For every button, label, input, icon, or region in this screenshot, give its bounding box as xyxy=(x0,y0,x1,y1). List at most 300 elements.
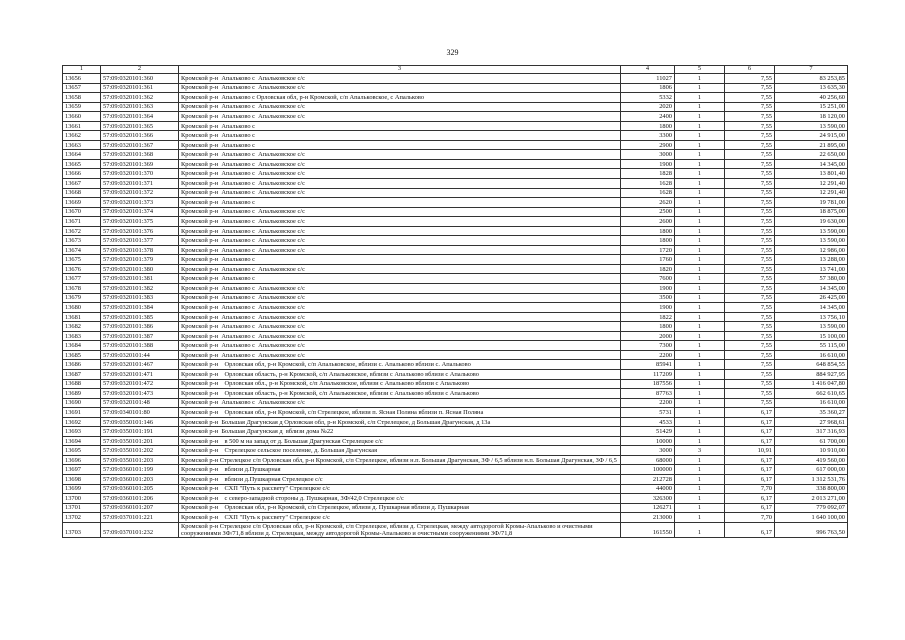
address-cell: Кромской р-н Большая Драгунская д вблизи дома №22 xyxy=(179,427,621,437)
column-header: 7 xyxy=(775,66,848,74)
area-cell: 100000 xyxy=(621,465,675,475)
value-cell: 57 380,00 xyxy=(775,274,848,284)
address-cell: Кромской р-н Апальково с Апальковское с/с xyxy=(179,74,621,84)
value-cell: 35 360,27 xyxy=(775,408,848,418)
cadastral-number-cell: 57:09:0320101:473 xyxy=(101,389,179,399)
table-row xyxy=(63,264,848,274)
code-cell: 1 xyxy=(675,303,725,313)
row-number-cell: 13687 xyxy=(63,369,101,379)
cadastral-number-cell: 57:09:0320101:373 xyxy=(101,198,179,208)
code-cell: 3 xyxy=(675,446,725,456)
cadastral-number-cell: 57:09:0320101:368 xyxy=(101,150,179,160)
address-cell: Кромской р-н Апальково с Апальковское с/с xyxy=(179,341,621,351)
rate-cell: 7,55 xyxy=(725,303,775,313)
row-number-cell: 13674 xyxy=(63,245,101,255)
rate-cell: 7,55 xyxy=(725,245,775,255)
address-cell: Кромской р-н Апальково с Апальковское с/с xyxy=(179,350,621,360)
rate-cell: 7,55 xyxy=(725,131,775,141)
rate-cell: 7,55 xyxy=(725,284,775,294)
rate-cell: 7,55 xyxy=(725,264,775,274)
row-number-cell: 13683 xyxy=(63,331,101,341)
address-cell: Кромской р-н Апальково с Апальковское с/с xyxy=(179,159,621,169)
area-cell: 1800 xyxy=(621,322,675,332)
rate-cell: 7,55 xyxy=(725,112,775,122)
table-row xyxy=(63,369,848,379)
value-cell: 10 910,00 xyxy=(775,446,848,456)
code-cell: 1 xyxy=(675,179,725,189)
code-cell: 1 xyxy=(675,74,725,84)
cadastral-number-cell: 57:09:0320101:363 xyxy=(101,102,179,112)
area-cell: 3000 xyxy=(621,446,675,456)
cadastral-number-cell: 57:09:0320101:367 xyxy=(101,140,179,150)
rate-cell: 6,17 xyxy=(725,522,775,537)
value-cell: 884 927,95 xyxy=(775,369,848,379)
address-cell: Кромской р-н Апальково с xyxy=(179,198,621,208)
address-cell: Кромской р-н в 500 м на запад от д. Большая Драгунская Стрелецкое с/с xyxy=(179,436,621,446)
code-cell: 1 xyxy=(675,455,725,465)
area-cell: 2400 xyxy=(621,112,675,122)
row-number-cell: 13660 xyxy=(63,112,101,122)
value-cell: 996 763,50 xyxy=(775,522,848,537)
value-cell: 617 000,00 xyxy=(775,465,848,475)
row-number-cell: 13692 xyxy=(63,417,101,427)
row-number-cell: 13658 xyxy=(63,93,101,103)
code-cell: 1 xyxy=(675,102,725,112)
table-row xyxy=(63,179,848,189)
table-row xyxy=(63,503,848,513)
value-cell: 55 115,00 xyxy=(775,341,848,351)
rate-cell: 7,55 xyxy=(725,341,775,351)
address-cell: Кромской р-н Апальково с Апальковское с/с xyxy=(179,217,621,227)
row-number-cell: 13657 xyxy=(63,83,101,93)
address-cell: Кромской р-н Апальково с Орловская обл, р-н Кромской, с/п Апальковское, с Апальково xyxy=(179,93,621,103)
row-number-cell: 13685 xyxy=(63,350,101,360)
column-header: 1 xyxy=(63,66,101,74)
address-cell: Кромской р-н Апальково с Апальковское с/с xyxy=(179,264,621,274)
rate-cell: 7,55 xyxy=(725,379,775,389)
code-cell: 1 xyxy=(675,474,725,484)
cadastral-number-cell: 57:09:0360101:207 xyxy=(101,503,179,513)
row-number-cell: 13688 xyxy=(63,379,101,389)
code-cell: 1 xyxy=(675,389,725,399)
cadastral-number-cell: 57:09:0320101:383 xyxy=(101,293,179,303)
code-cell: 1 xyxy=(675,417,725,427)
table-row xyxy=(63,474,848,484)
rate-cell: 7,55 xyxy=(725,360,775,370)
code-cell: 1 xyxy=(675,436,725,446)
area-cell: 2900 xyxy=(621,140,675,150)
value-cell: 13 590,00 xyxy=(775,322,848,332)
area-cell: 2620 xyxy=(621,198,675,208)
rate-cell: 7,55 xyxy=(725,169,775,179)
area-cell: 1628 xyxy=(621,188,675,198)
table-row xyxy=(63,245,848,255)
value-cell: 13 590,00 xyxy=(775,236,848,246)
address-cell: Кромской р-н вблизи д.Пушкарная Стрелецкое с/с xyxy=(179,474,621,484)
rate-cell: 6,17 xyxy=(725,474,775,484)
code-cell: 1 xyxy=(675,312,725,322)
rate-cell: 7,55 xyxy=(725,217,775,227)
value-cell: 21 895,00 xyxy=(775,140,848,150)
code-cell: 1 xyxy=(675,217,725,227)
address-cell: Кромской р-н Апальково с Апальковское с/с xyxy=(179,188,621,198)
code-cell: 1 xyxy=(675,150,725,160)
area-cell: 1900 xyxy=(621,284,675,294)
table-row xyxy=(63,74,848,84)
value-cell: 83 253,85 xyxy=(775,74,848,84)
table-row xyxy=(63,169,848,179)
value-cell: 19 781,00 xyxy=(775,198,848,208)
rate-cell: 7,55 xyxy=(725,188,775,198)
area-cell: 1828 xyxy=(621,169,675,179)
address-cell: Кромской р-н Апальково с Апальковское с/с xyxy=(179,226,621,236)
table-row xyxy=(63,494,848,504)
table-row xyxy=(63,446,848,456)
area-cell: 1800 xyxy=(621,236,675,246)
code-cell: 1 xyxy=(675,198,725,208)
row-number-cell: 13667 xyxy=(63,179,101,189)
table-row xyxy=(63,398,848,408)
cadastral-number-cell: 57:09:0320101:378 xyxy=(101,245,179,255)
value-cell: 14 345,00 xyxy=(775,303,848,313)
rate-cell: 7,55 xyxy=(725,102,775,112)
value-cell: 13 741,00 xyxy=(775,264,848,274)
area-cell: 1628 xyxy=(621,179,675,189)
table-row xyxy=(63,484,848,494)
cadastral-number-cell: 57:09:0320101:48 xyxy=(101,398,179,408)
code-cell: 1 xyxy=(675,159,725,169)
rate-cell: 6,17 xyxy=(725,503,775,513)
code-cell: 1 xyxy=(675,522,725,537)
table-row xyxy=(63,207,848,217)
cadastral-number-cell: 57:09:0320101:44 xyxy=(101,350,179,360)
area-cell: 1800 xyxy=(621,226,675,236)
area-cell: 1822 xyxy=(621,312,675,322)
code-cell: 1 xyxy=(675,369,725,379)
table-row xyxy=(63,312,848,322)
row-number-cell: 13666 xyxy=(63,169,101,179)
column-header: 4 xyxy=(621,66,675,74)
value-cell: 13 288,00 xyxy=(775,255,848,265)
column-header: 6 xyxy=(725,66,775,74)
area-cell: 7600 xyxy=(621,274,675,284)
table-row xyxy=(63,93,848,103)
cadastral-number-cell: 57:09:0320101:385 xyxy=(101,312,179,322)
code-cell: 1 xyxy=(675,427,725,437)
cadastral-number-cell: 57:09:0320101:472 xyxy=(101,379,179,389)
cadastral-number-cell: 57:09:0320101:361 xyxy=(101,83,179,93)
table-row xyxy=(63,465,848,475)
row-number-cell: 13702 xyxy=(63,513,101,523)
table-row xyxy=(63,226,848,236)
area-cell: 1900 xyxy=(621,303,675,313)
address-cell: Кромской р-н Апальково с Апальковское с/с xyxy=(179,112,621,122)
rate-cell: 6,17 xyxy=(725,417,775,427)
value-cell: 2 013 271,00 xyxy=(775,494,848,504)
area-cell: 7300 xyxy=(621,341,675,351)
table-row xyxy=(63,140,848,150)
row-number-cell: 13701 xyxy=(63,503,101,513)
address-cell: Кромской р-н Большая Драгунская д Орловская обл, р-н Кромской, с/п Стрелецкое, д Большая Драгунская, д 13а xyxy=(179,417,621,427)
cadastral-number-cell: 57:09:0320101:377 xyxy=(101,236,179,246)
address-cell: Кромской р-н Орловская область, р-н Кромской, с/п Апальковское, вблизи с Апальково вблизи с Апальково xyxy=(179,369,621,379)
code-cell: 1 xyxy=(675,93,725,103)
column-header: 2 xyxy=(101,66,179,74)
rate-cell: 7,55 xyxy=(725,369,775,379)
table-body xyxy=(63,74,848,538)
rate-cell: 7,55 xyxy=(725,274,775,284)
value-cell: 16 610,00 xyxy=(775,398,848,408)
table-row xyxy=(63,198,848,208)
table-row xyxy=(63,389,848,399)
cadastral-number-cell: 57:09:0320101:366 xyxy=(101,131,179,141)
area-cell: 5332 xyxy=(621,93,675,103)
value-cell: 648 854,55 xyxy=(775,360,848,370)
cadastral-number-cell: 57:09:0360101:206 xyxy=(101,494,179,504)
row-number-cell: 13661 xyxy=(63,121,101,131)
value-cell: 14 345,00 xyxy=(775,159,848,169)
area-cell: 44000 xyxy=(621,484,675,494)
value-cell: 13 635,30 xyxy=(775,83,848,93)
table-row xyxy=(63,112,848,122)
table-row xyxy=(63,303,848,313)
code-cell: 1 xyxy=(675,112,725,122)
code-cell: 1 xyxy=(675,236,725,246)
cadastral-number-cell: 57:09:0320101:360 xyxy=(101,74,179,84)
code-cell: 1 xyxy=(675,293,725,303)
table-row xyxy=(63,121,848,131)
area-cell: 2600 xyxy=(621,217,675,227)
cadastral-number-cell: 57:09:0320101:362 xyxy=(101,93,179,103)
cadastral-number-cell: 57:09:0360101:199 xyxy=(101,465,179,475)
table-row xyxy=(63,284,848,294)
area-cell: 11027 xyxy=(621,74,675,84)
row-number-cell: 13682 xyxy=(63,322,101,332)
table-row xyxy=(63,188,848,198)
code-cell: 1 xyxy=(675,207,725,217)
address-cell: Кромской р-н Апальково с Апальковское с/с xyxy=(179,102,621,112)
row-number-cell: 13656 xyxy=(63,74,101,84)
value-cell: 26 425,00 xyxy=(775,293,848,303)
code-cell: 1 xyxy=(675,264,725,274)
area-cell: 1820 xyxy=(621,264,675,274)
cadastral-number-cell: 57:09:0320101:369 xyxy=(101,159,179,169)
area-cell: 3500 xyxy=(621,293,675,303)
code-cell: 1 xyxy=(675,513,725,523)
address-cell: Кромской р-н Апальково с Апальковское с/с xyxy=(179,150,621,160)
row-number-cell: 13689 xyxy=(63,389,101,399)
rate-cell: 7,55 xyxy=(725,398,775,408)
code-cell: 1 xyxy=(675,131,725,141)
column-header: 3 xyxy=(179,66,621,74)
area-cell: 10000 xyxy=(621,436,675,446)
area-cell: 126271 xyxy=(621,503,675,513)
address-cell: Кромской р-н Стрелецкое с/п Орловская обл, р-н Кромской, с/п Стрелецкое, вблизи н.п. Большая Драгунская, ЗФ / 6,5 вблизи н.п. Большая Драгунская, ЗФ / 6,5 xyxy=(179,455,621,465)
row-number-cell: 13697 xyxy=(63,465,101,475)
rate-cell: 7,55 xyxy=(725,350,775,360)
code-cell: 1 xyxy=(675,484,725,494)
area-cell: 4533 xyxy=(621,417,675,427)
address-cell: Кромской р-н Апальково с Апальковское с/с xyxy=(179,207,621,217)
cadastral-number-cell: 57:09:0340101:80 xyxy=(101,408,179,418)
cadastral-number-cell: 57:09:0320101:384 xyxy=(101,303,179,313)
table-row xyxy=(63,217,848,227)
address-cell: Кромской р-н Апальково с Апальковское с/с xyxy=(179,331,621,341)
address-cell: Кромской р-н Апальково с Апальковское с/с xyxy=(179,303,621,313)
code-cell: 1 xyxy=(675,465,725,475)
row-number-cell: 13690 xyxy=(63,398,101,408)
table-row xyxy=(63,83,848,93)
rate-cell: 7,55 xyxy=(725,255,775,265)
value-cell: 15 251,00 xyxy=(775,102,848,112)
table-row xyxy=(63,131,848,141)
rate-cell: 6,17 xyxy=(725,427,775,437)
value-cell: 662 610,65 xyxy=(775,389,848,399)
row-number-cell: 13663 xyxy=(63,140,101,150)
address-cell: Кромской р-н вблизи д.Пушкарная xyxy=(179,465,621,475)
row-number-cell: 13696 xyxy=(63,455,101,465)
row-number-cell: 13686 xyxy=(63,360,101,370)
row-number-cell: 13670 xyxy=(63,207,101,217)
code-cell: 1 xyxy=(675,350,725,360)
rate-cell: 6,17 xyxy=(725,455,775,465)
address-cell: Кромской р-н Апальково с Апальковское с/с xyxy=(179,312,621,322)
rate-cell: 7,55 xyxy=(725,207,775,217)
table-row xyxy=(63,150,848,160)
cadastral-number-cell: 57:09:0320101:371 xyxy=(101,179,179,189)
rate-cell: 7,55 xyxy=(725,312,775,322)
code-cell: 1 xyxy=(675,494,725,504)
area-cell: 51429 xyxy=(621,427,675,437)
address-cell: Кромской р-н Апальково с Апальковское с/с xyxy=(179,169,621,179)
rate-cell: 7,55 xyxy=(725,159,775,169)
address-cell: Кромской р-н СХП "Путь к рассвету" Стрелецкое с/с xyxy=(179,513,621,523)
table-row xyxy=(63,417,848,427)
address-cell: Кромской р-н Апальково с Апальковское с/с xyxy=(179,236,621,246)
row-number-cell: 13662 xyxy=(63,131,101,141)
row-number-cell: 13669 xyxy=(63,198,101,208)
area-cell: 2000 xyxy=(621,331,675,341)
address-cell: Кромской р-н Апальково с Апальковское с/с xyxy=(179,293,621,303)
value-cell: 18 875,00 xyxy=(775,207,848,217)
table-row xyxy=(63,427,848,437)
rate-cell: 7,55 xyxy=(725,198,775,208)
value-cell: 19 630,00 xyxy=(775,217,848,227)
value-cell: 27 968,61 xyxy=(775,417,848,427)
row-number-cell: 13681 xyxy=(63,312,101,322)
code-cell: 1 xyxy=(675,408,725,418)
address-cell: Кромской р-н с северо-западной стороны д. Пушкарная, ЗФ/42,0 Стрелецкое с/с xyxy=(179,494,621,504)
rate-cell: 7,55 xyxy=(725,236,775,246)
address-cell: Кромской р-н Апальково с Апальковское с/с xyxy=(179,179,621,189)
table-row xyxy=(63,274,848,284)
value-cell: 1 416 047,80 xyxy=(775,379,848,389)
value-cell: 18 120,00 xyxy=(775,112,848,122)
cadastral-number-cell: 57:09:0320101:471 xyxy=(101,369,179,379)
cadastral-number-cell: 57:09:0320101:376 xyxy=(101,226,179,236)
table-row xyxy=(63,360,848,370)
rate-cell: 7,55 xyxy=(725,293,775,303)
area-cell: 87763 xyxy=(621,389,675,399)
code-cell: 1 xyxy=(675,379,725,389)
value-cell: 12 291,40 xyxy=(775,188,848,198)
row-number-cell: 13680 xyxy=(63,303,101,313)
row-number-cell: 13678 xyxy=(63,284,101,294)
cadastral-number-cell: 57:09:0370101:232 xyxy=(101,522,179,537)
area-cell: 1900 xyxy=(621,159,675,169)
header-row xyxy=(63,66,848,74)
row-number-cell: 13695 xyxy=(63,446,101,456)
cadastral-number-cell: 57:09:0350101:191 xyxy=(101,427,179,437)
value-cell: 22 650,00 xyxy=(775,150,848,160)
table-row xyxy=(63,236,848,246)
table-row xyxy=(63,159,848,169)
column-header: 5 xyxy=(675,66,725,74)
row-number-cell: 13698 xyxy=(63,474,101,484)
row-number-cell: 13703 xyxy=(63,522,101,537)
address-cell: Кромской р-н Орловская обл, р-н Кромской, с/п Апальковское, вблизи с. Апальково вблизи с. Апальково xyxy=(179,360,621,370)
table-row xyxy=(63,513,848,523)
land-parcel-table xyxy=(62,65,848,538)
table-row xyxy=(63,350,848,360)
code-cell: 1 xyxy=(675,341,725,351)
value-cell: 13 590,00 xyxy=(775,226,848,236)
row-number-cell: 13673 xyxy=(63,236,101,246)
rate-cell: 6,17 xyxy=(725,494,775,504)
rate-cell: 7,55 xyxy=(725,140,775,150)
table-row xyxy=(63,455,848,465)
code-cell: 1 xyxy=(675,398,725,408)
rate-cell: 7,55 xyxy=(725,226,775,236)
cadastral-number-cell: 57:09:0320101:379 xyxy=(101,255,179,265)
area-cell: 187556 xyxy=(621,379,675,389)
code-cell: 1 xyxy=(675,360,725,370)
address-cell: Кромской р-н Апальково с Апальковское с/с xyxy=(179,245,621,255)
rate-cell: 6,17 xyxy=(725,408,775,418)
area-cell: 161550 xyxy=(621,522,675,537)
cadastral-number-cell: 57:09:0320101:374 xyxy=(101,207,179,217)
rate-cell: 7,55 xyxy=(725,331,775,341)
area-cell: 213000 xyxy=(621,513,675,523)
rate-cell: 6,17 xyxy=(725,465,775,475)
area-cell: 3300 xyxy=(621,131,675,141)
rate-cell: 7,55 xyxy=(725,322,775,332)
code-cell: 1 xyxy=(675,83,725,93)
area-cell: 3000 xyxy=(621,150,675,160)
row-number-cell: 13694 xyxy=(63,436,101,446)
address-cell: Кромской р-н Апальково с xyxy=(179,121,621,131)
table-row xyxy=(63,379,848,389)
value-cell: 338 800,00 xyxy=(775,484,848,494)
rate-cell: 7,70 xyxy=(725,484,775,494)
area-cell: 1720 xyxy=(621,245,675,255)
row-number-cell: 13668 xyxy=(63,188,101,198)
value-cell: 13 756,10 xyxy=(775,312,848,322)
table-row xyxy=(63,293,848,303)
value-cell: 12 291,40 xyxy=(775,179,848,189)
cadastral-number-cell: 57:09:0320101:381 xyxy=(101,274,179,284)
address-cell: Кромской р-н Апальково с xyxy=(179,255,621,265)
rate-cell: 6,17 xyxy=(725,436,775,446)
address-cell: Кромской р-н Орловская обл, р-н Кромской, с/п Стрелецкое, вблизи д. Пушкарная вблизи д. Пушкарная xyxy=(179,503,621,513)
address-cell: Кромской р-н Апальково с xyxy=(179,140,621,150)
code-cell: 1 xyxy=(675,121,725,131)
address-cell: Кромской р-н СХП "Путь к рассвету" Стрелецкое с/с xyxy=(179,484,621,494)
cadastral-number-cell: 57:09:0370101:221 xyxy=(101,513,179,523)
row-number-cell: 13676 xyxy=(63,264,101,274)
row-number-cell: 13679 xyxy=(63,293,101,303)
rate-cell: 7,55 xyxy=(725,83,775,93)
